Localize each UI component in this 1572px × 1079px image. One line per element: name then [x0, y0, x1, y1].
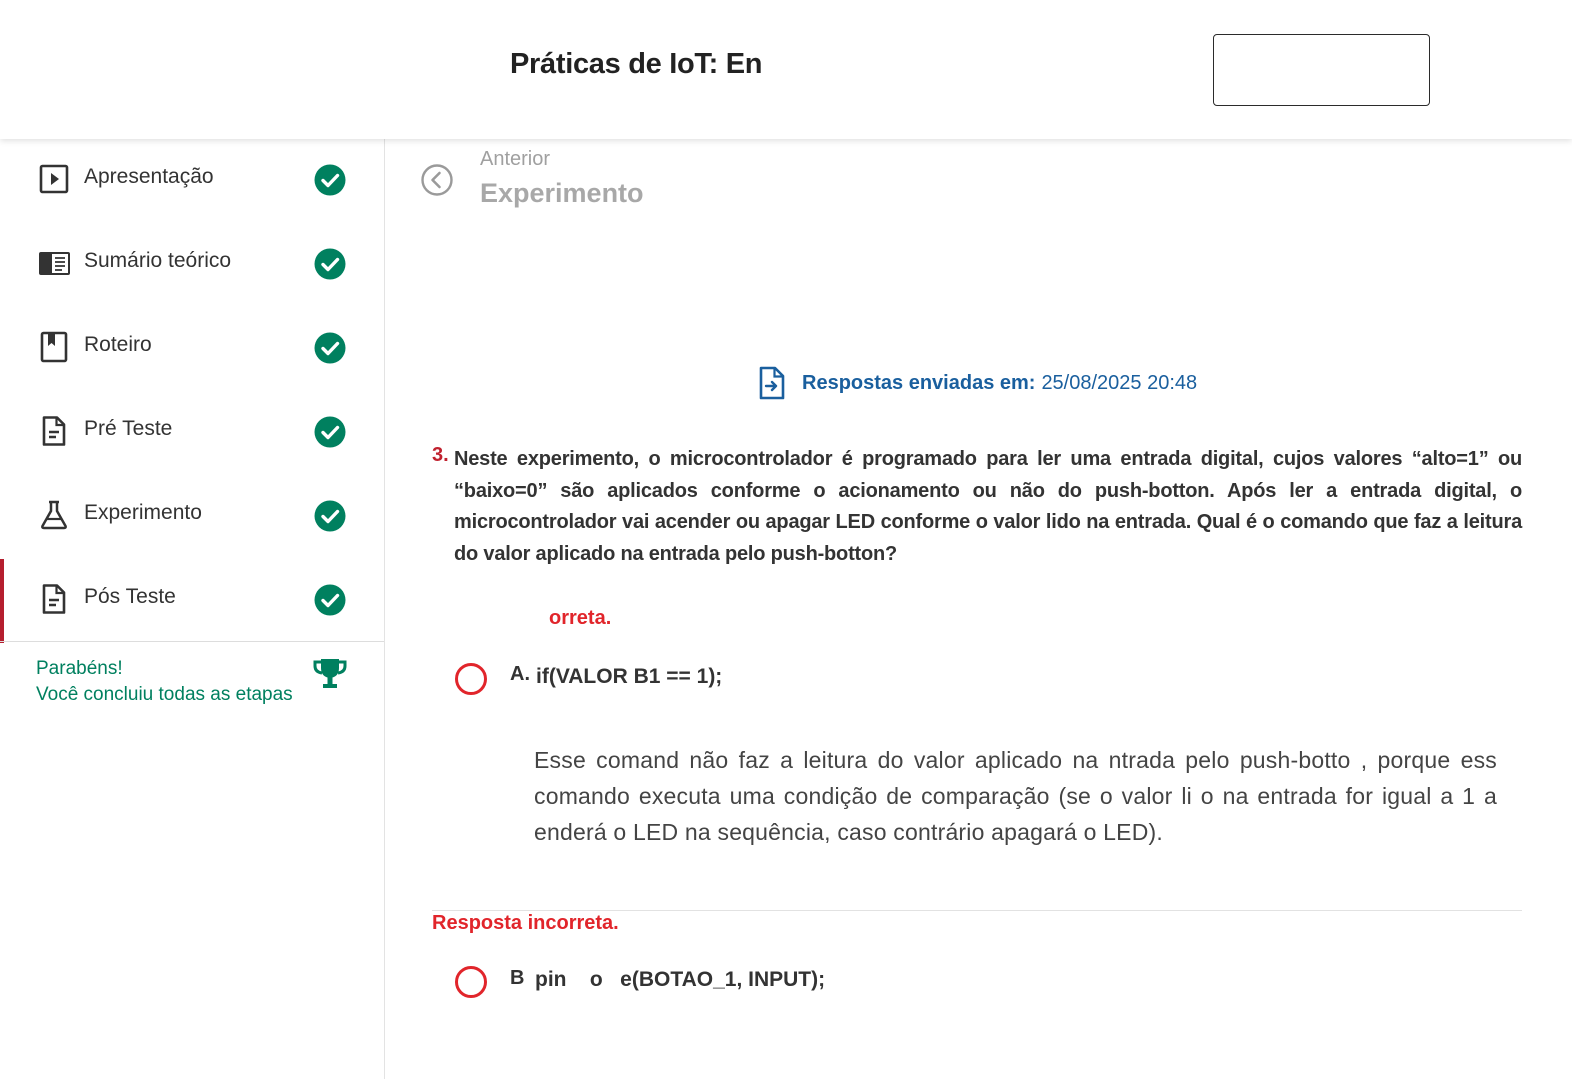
sidebar-item-label: Apresentação	[84, 165, 214, 188]
submission-date: 25/08/2025 20:48	[1041, 371, 1198, 394]
header-action-box[interactable]	[1213, 34, 1430, 106]
previous-caption[interactable]: Anterior	[480, 148, 551, 170]
option-b-text[interactable]: pin o e(BOTAO_1, INPUT);	[535, 968, 826, 991]
congrats-text: Você concluiu todas as etapas	[36, 684, 293, 705]
sidebar-item-pre-teste[interactable]	[0, 391, 384, 475]
top-header	[0, 0, 1572, 139]
sidebar-item-label: Experimento	[84, 501, 202, 524]
file-submit-icon	[758, 366, 786, 400]
bookmark-book-icon	[38, 331, 70, 363]
course-title: Práticas de IoT: En	[510, 48, 763, 80]
option-a-radio[interactable]	[455, 663, 487, 695]
previous-title[interactable]: Experimento	[480, 178, 644, 208]
completion-message	[36, 656, 293, 708]
sidebar-item-label: Pós Teste	[84, 585, 176, 608]
submission-info	[758, 365, 1197, 401]
option-a-explanation: Esse comand não faz a leitura do valor aplicado na ntrada pelo push-botto , porque ess comando executa uma condição de comparação (se o valor li o na entrada for igual a 1 a enderá o LED na sequência, caso contrário apagará o LED).	[534, 747, 1497, 845]
submission-label: Respostas enviadas em:	[802, 371, 1036, 394]
main-content	[386, 139, 1572, 1079]
trophy-icon	[312, 656, 348, 692]
question-number: 3.	[432, 444, 449, 466]
check-circle-icon	[314, 332, 346, 364]
sidebar-item-sumario-teorico[interactable]	[0, 223, 384, 307]
option-b-radio[interactable]	[455, 966, 487, 998]
check-circle-icon	[314, 164, 346, 196]
sidebar	[0, 139, 385, 1079]
sidebar-item-roteiro[interactable]	[0, 307, 384, 391]
sidebar-item-apresentacao[interactable]	[0, 139, 384, 223]
sidebar-item-label: Pré Teste	[84, 417, 173, 440]
check-circle-icon	[314, 584, 346, 616]
option-b-letter: B	[510, 967, 525, 989]
option-a-feedback: orreta.	[549, 607, 612, 629]
sidebar-item-pos-teste[interactable]	[0, 559, 384, 643]
document-icon	[38, 583, 70, 615]
check-circle-icon	[314, 416, 346, 448]
sidebar-item-label: Sumário teórico	[84, 249, 232, 272]
chevron-left-circle-icon[interactable]	[420, 163, 454, 197]
play-square-icon	[38, 163, 70, 195]
question-text: Neste experimento, o microcontrolador é programado para ler uma entrada digital, cujos valores “alto=1” ou “baixo=0” são aplicados conforme o acionamento ou não do push-botton. Após ler a entrada digital, o microcontrolador vai acender ou apagar LED conforme o valor lido na entrada. Qual é o comando que faz a leitura do valor aplicado na entrada pelo push-botton?	[454, 448, 1522, 565]
sidebar-item-experimento[interactable]	[0, 475, 384, 559]
option-b-feedback: Resposta incorreta.	[432, 912, 619, 934]
flask-icon	[38, 499, 70, 531]
book-open-icon	[38, 247, 70, 279]
check-circle-icon	[314, 248, 346, 280]
option-a-text[interactable]: if(VALOR B1 == 1);	[536, 665, 723, 688]
option-divider	[432, 910, 1522, 911]
sidebar-item-label: Roteiro	[84, 333, 152, 356]
document-icon	[38, 415, 70, 447]
sidebar-divider	[0, 641, 384, 642]
congrats-title: Parabéns!	[36, 658, 123, 679]
option-a-letter: A.	[510, 663, 530, 685]
check-circle-icon	[314, 500, 346, 532]
